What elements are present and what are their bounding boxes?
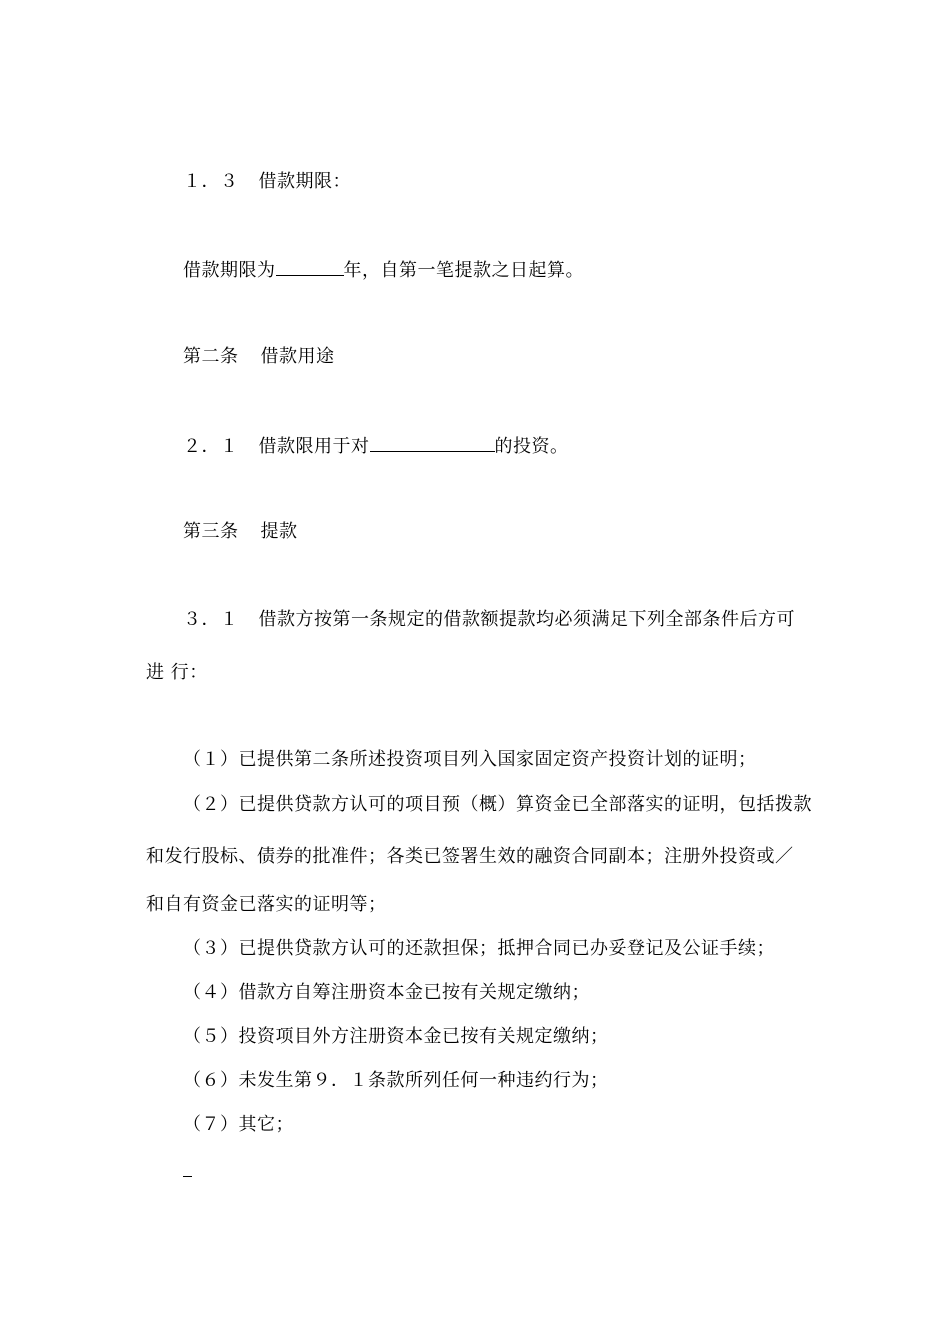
article-2-heading (183, 345, 335, 369)
clause-3-1-number: ３．１ (183, 609, 239, 630)
clause-2-1-prefix: 借款限用于对 (258, 436, 370, 457)
clause-2-1-number: ２．１ (183, 436, 239, 457)
clause-2-1-sentence (183, 433, 569, 459)
article-3-number: 第三条 (183, 521, 239, 542)
clause-2-1-suffix: 的投资。 (494, 436, 569, 457)
condition-6: （６）未发生第９．１条款所列任何一种违约行为； (183, 1070, 609, 1091)
clause-1-3-number: １．３ (183, 171, 239, 192)
article-3-title: 提款 (260, 521, 298, 542)
clause-3-1-line2 (146, 661, 208, 685)
investment-target-blank (370, 433, 495, 452)
condition-2-line3: 和自有资金已落实的证明等； (146, 894, 387, 915)
loan-term-years-blank (276, 257, 344, 276)
condition-4: （４）借款方自筹注册资本金已按有关规定缴纳； (183, 982, 590, 1003)
loan-term-suffix: 年，自第一笔提款之日起算。 (343, 260, 584, 281)
condition-5: （５）投资项目外方注册资本金已按有关规定缴纳； (183, 1026, 609, 1047)
clause-3-1-line1 (183, 608, 795, 632)
loan-term-sentence (183, 257, 584, 283)
condition-2-line2: 和发行股标、债券的批准件；各类已签署生效的融资合同副本；注册外投资或／ (146, 846, 794, 867)
loan-term-prefix: 借款期限为 (183, 260, 276, 281)
clause-3-1-text: 借款方按第一条规定的借款额提款均必须满足下列全部条件后方可 (258, 609, 795, 630)
condition-2-line1: （２）已提供贷款方认可的项目预（概）算资金已全部落实的证明，包括拨款 (183, 794, 812, 815)
condition-3: （３）已提供贷款方认可的还款担保；抵押合同已办妥登记及公证手续； (183, 938, 775, 959)
condition-7: （７）其它； (183, 1114, 294, 1135)
condition-1: （１）已提供第二条所述投资项目列入国家固定资产投资计划的证明； (183, 749, 757, 770)
clause-3-1-continuation: 进 行： (146, 662, 208, 683)
article-2-number: 第二条 (183, 346, 239, 367)
article-2-title: 借款用途 (260, 346, 335, 367)
clause-1-3-title: 借款期限： (258, 171, 351, 192)
trailing-underline-mark (183, 1176, 192, 1177)
article-3-heading (183, 520, 298, 544)
clause-1-3-heading (183, 170, 351, 194)
